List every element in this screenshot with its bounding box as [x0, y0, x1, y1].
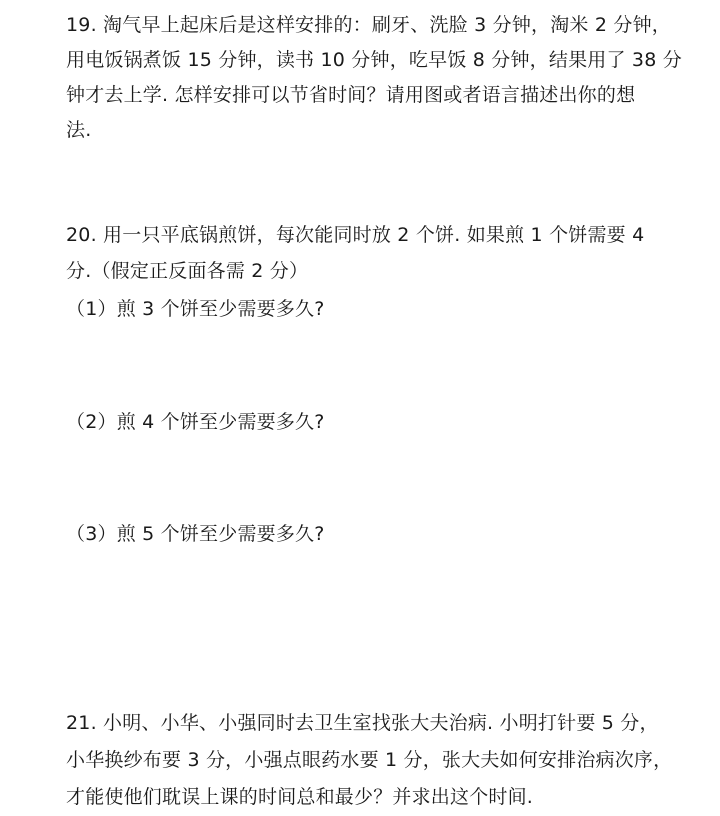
q20-line-1: 20. 用一只平底锅煎饼，每次能同时放 2 个饼. 如果煎 1 个饼需要 4 — [66, 224, 645, 246]
q20-sub-question-2: （2）煎 4 个饼至少需要多久? — [66, 411, 325, 433]
q19-line-1: 19. 淘气早上起床后是这样安排的：刷牙、洗脸 3 分钟，淘米 2 分钟， — [66, 14, 671, 36]
q19-line-3: 钟才去上学. 怎样安排可以节省时间？请用图或者语言描述出你的想 — [66, 84, 636, 106]
q21-line-3: 才能使他们耽误上课的时间总和最少？并求出这个时间. — [66, 786, 534, 808]
q21-line-2: 小华换纱布要 3 分，小强点眼药水要 1 分，张大夫如何安排治病次序， — [66, 749, 673, 771]
q20-sub-question-3: （3）煎 5 个饼至少需要多久? — [66, 523, 325, 545]
q21-line-1: 21. 小明、小华、小强同时去卫生室找张大夫治病. 小明打针要 5 分， — [66, 712, 659, 734]
q19-line-2: 用电饭锅煮饭 15 分钟，读书 10 分钟，吃早饭 8 分钟，结果用了 38 分 — [66, 49, 682, 71]
q20-line-2: 分.（假定正反面各需 2 分） — [66, 260, 309, 282]
q20-sub-question-1: （1）煎 3 个饼至少需要多久? — [66, 298, 325, 320]
q19-line-4: 法. — [66, 119, 92, 141]
